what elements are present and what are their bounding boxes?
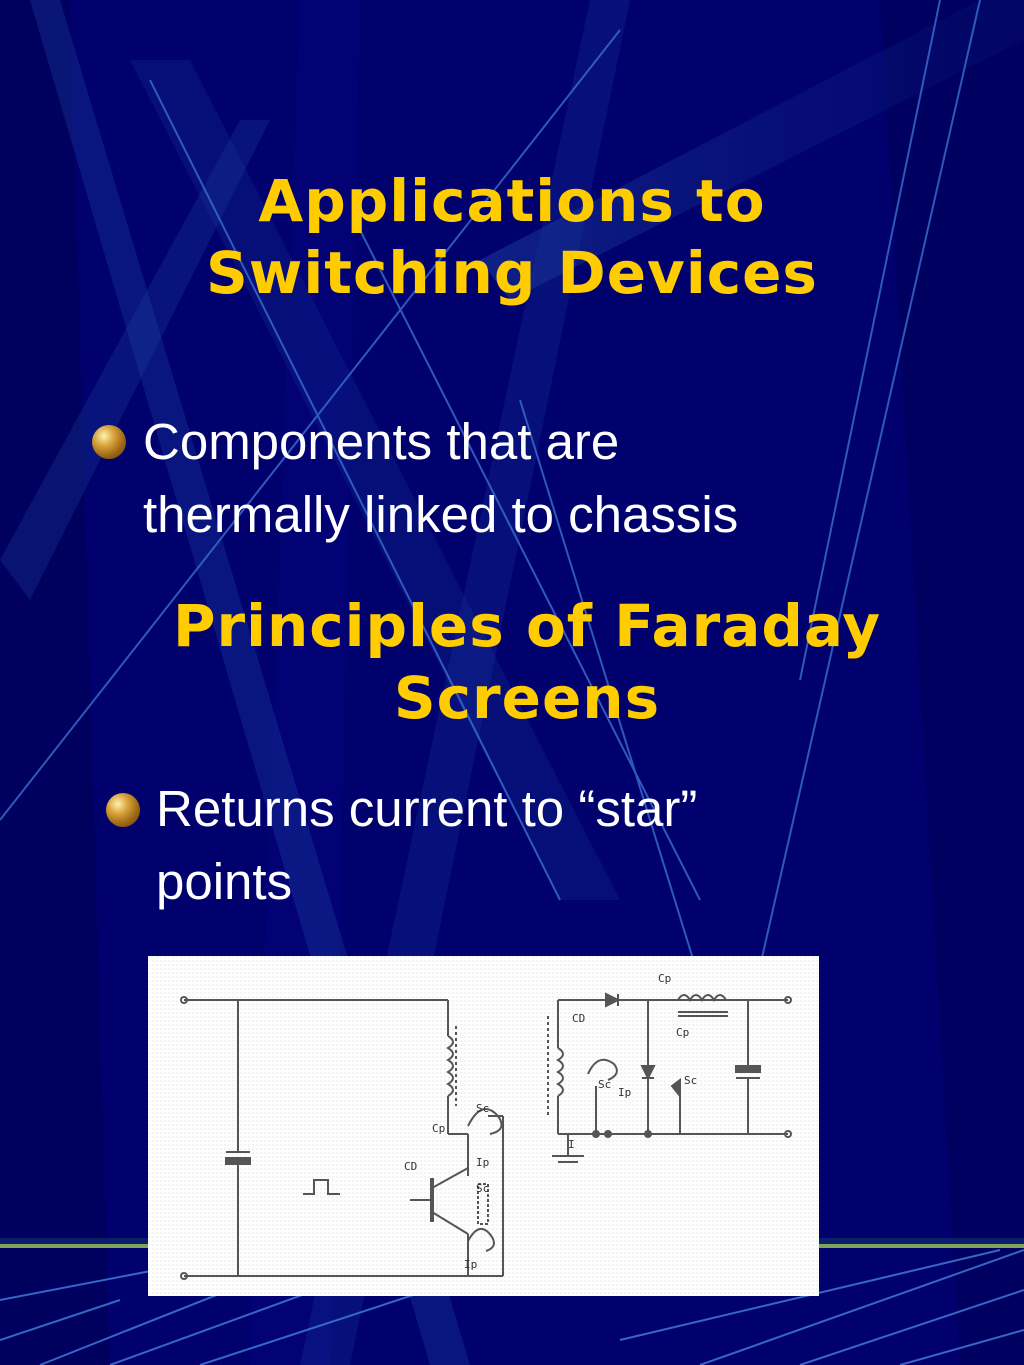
bullet-ball-icon [92, 425, 126, 459]
label-cd-b: CD [572, 1012, 586, 1025]
bullet-2-line-1: Returns current to “star” [156, 780, 698, 837]
slide-subtitle-line-1: Principles of Faraday [172, 592, 882, 660]
slide-title-line-2: Switching Devices [206, 239, 818, 307]
circuit-diagram-figure [148, 956, 819, 1296]
label-sc-b: Sc [476, 1182, 490, 1195]
label-sc-c: Sc [598, 1078, 612, 1091]
label-cd-a: CD [404, 1160, 418, 1173]
label-ip-c: Ip [618, 1086, 632, 1099]
slide-title-line-1: Applications to [258, 167, 766, 235]
label-ip-a: Ip [476, 1156, 490, 1169]
slide-subtitle-line-2: Screens [393, 664, 661, 732]
label-sc-d: Sc [684, 1074, 698, 1087]
label-cp-c: Cp [676, 1026, 690, 1039]
label-cp-b: Cp [658, 972, 672, 985]
bullet-2-line-2: points [156, 853, 293, 910]
bullet-item-returns-current [156, 772, 697, 918]
bullet-1-line-2: thermally linked to chassis [143, 486, 739, 543]
bullet-ball-icon [106, 793, 140, 827]
label-i-mark: I [568, 1138, 575, 1151]
bullet-item-components [143, 405, 738, 551]
bullet-1-line-1: Components that are [143, 413, 620, 470]
label-ip-b: Ip [464, 1258, 478, 1271]
slide-subtitle [15, 590, 1024, 734]
label-sc-a: Sc [476, 1102, 490, 1115]
slide-title [0, 165, 1024, 309]
label-cp-a: Cp [432, 1122, 446, 1135]
